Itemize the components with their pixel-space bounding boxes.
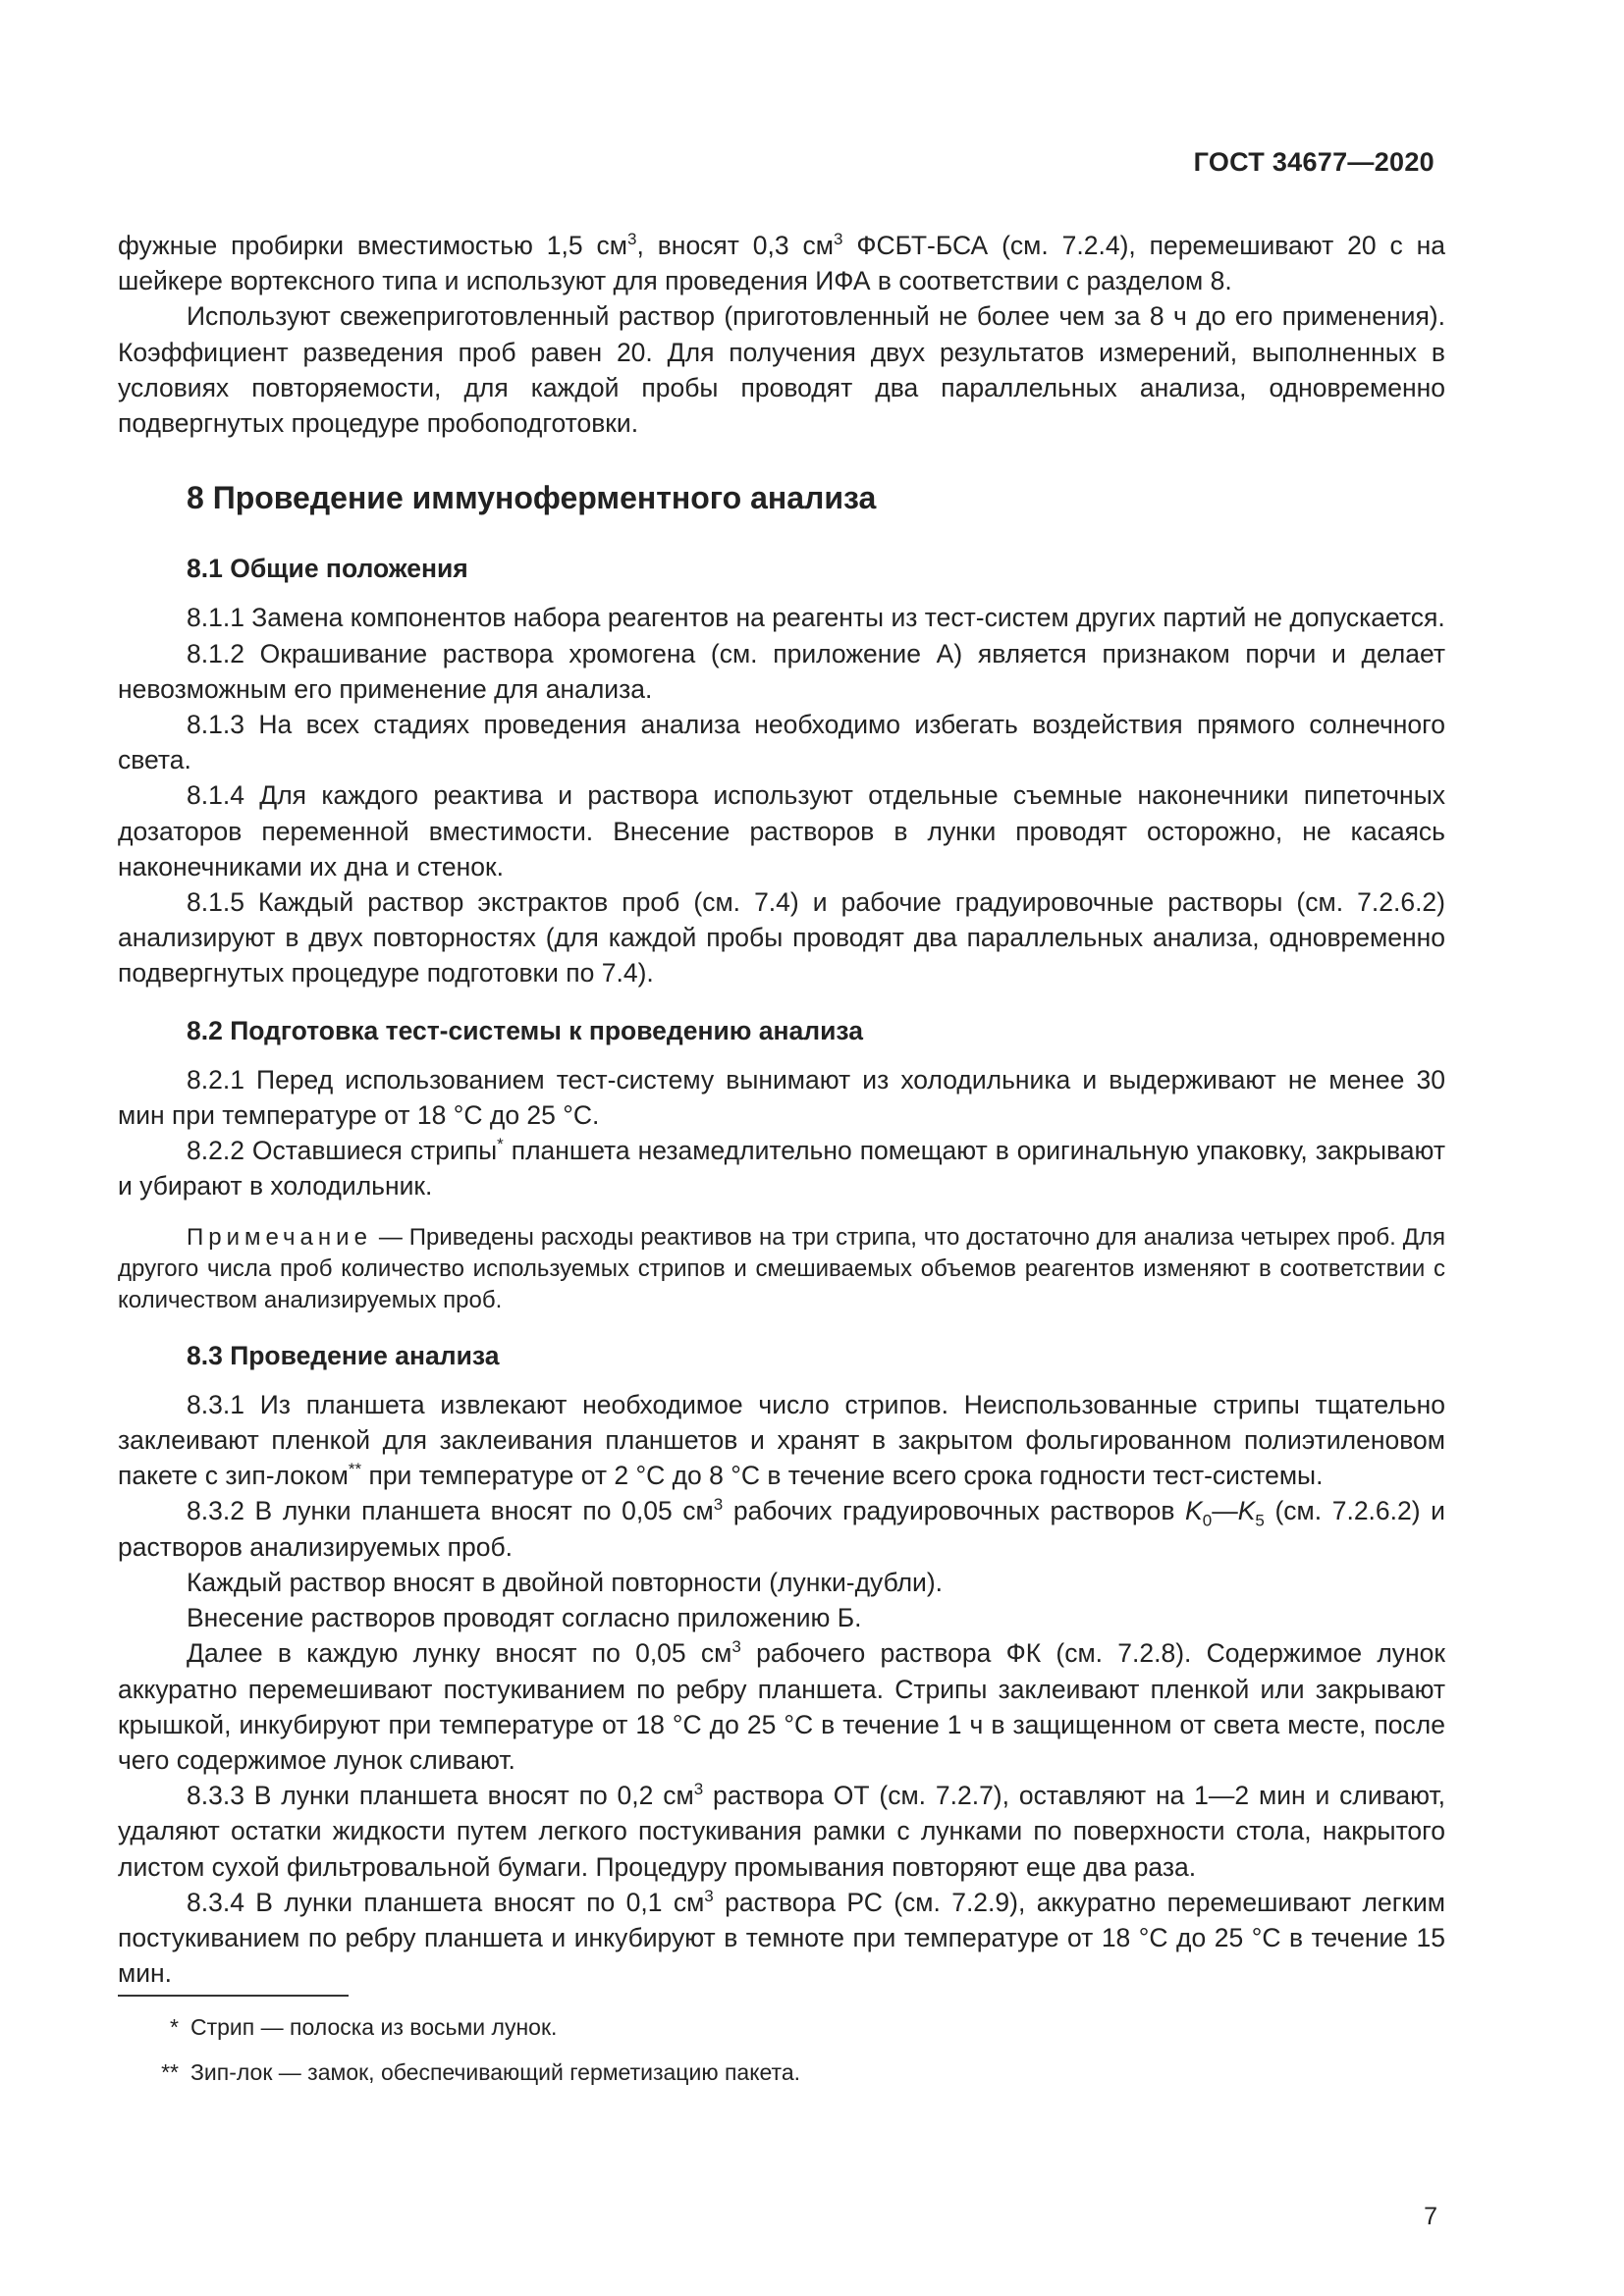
clause-8-3-2: 8.3.2 В лунки планшета вносят по 0,05 $см^3$ рабочих градуировочных растворов $K_0—K_5$ (см. 7.2.6.2) и растворов анализируемых проб. [118, 1495, 1445, 1562]
footnote-mark: ** [161, 2059, 179, 2085]
intro-paragraph-continued: фужные пробирки вместимостью 1,5 $см^3$, вносят 0,3 $см^3$ ФСБТ-БСА (см. 7.2.4), перемешивают 20 с на шейкере вортексного типа и используют для проведения ИФА в соответствии с разделом 8. [118, 230, 1445, 296]
clause-8-2-1: 8.2.1 Перед использованием тест-систему вынимают из холодильника и выдерживают не менее 30 мин при температуре от 18 °С до 25 °С. [118, 1064, 1445, 1131]
section-8-3-heading: 8.3 Проведение анализа [187, 1340, 500, 1370]
page-number: 7 [1424, 2203, 1437, 2230]
footnotes [118, 2004, 1445, 2095]
footnote-ref: * [497, 1135, 504, 1154]
section-8-2-heading: 8.2 Подготовка тест-системы к проведению анализа [187, 1015, 863, 1045]
clause-8-3-1: 8.3.1 Из планшета извлекают необходимое число стрипов. Неиспользованные стрипы тщательно заклеивают пленкой для заклеивания планшетов и хранят в закрытом фольгированном полиэтиленовом пакете с зип-локом** при температуре от 2 °С до 8 °С в течение всего срока годности тест-системы. [118, 1389, 1445, 1491]
section-8-1-heading: 8.1 Общие положения [187, 554, 468, 584]
footnote-item [118, 2004, 1445, 2050]
clause-8-1-3: 8.1.3 На всех стадиях проведения анализа необходимо избегать воздействия прямого солнечного света. [118, 710, 1445, 775]
document-body [118, 228, 1445, 1991]
clause-8-3-2-line-4: Далее в каждую лунку вносят по 0,05 $см^3$ рабочего раствора ФК (см. 7.2.8). Содержимое лунок аккуратно перемешивают постукиванием по ребру планшета. Стрипы заклеивают пленкой или закрывают крышкой, инкубируют при температуре от 18 °С до 25 °С в течение 1 ч в защищенном от света месте, после чего содержимое лунок сливают. [118, 1637, 1446, 1775]
footnote-text: Стрип — полоска из восьми лунок. [190, 2014, 558, 2040]
note-paragraph: Примечание — Приведены расходы реактивов на три стрипа, что достаточно для анализа четырех проб. Для другого числа проб количество используемых стрипов и смешиваемых объемов реагентов изменяют в соответствии с количеством анализируемых проб. [118, 1223, 1445, 1313]
note-label: Примечание [187, 1223, 372, 1251]
footnote-separator [118, 1995, 349, 1997]
clause-8-3-3: 8.3.3 В лунки планшета вносят по 0,2 $см^3$ раствора ОТ (см. 7.2.7), оставляют на 1—2 мин и сливают, удаляют остатки жидкости путем легкого постукивания рамки с лунками по поверхности стола, накрытого листом сухой фильтровальной бумаги. Процедуру промывания повторяют еще два раза. [118, 1780, 1446, 1882]
clause-8-3-2-line-2: Каждый раствор вносят в двойной повторности (лунки-дубли). [187, 1567, 944, 1597]
intro-paragraph-2: Используют свежеприготовленный раствор (приготовленный не более чем за 8 ч до его применения). Коэффициент разведения проб равен 20. Для получения двух результатов измерений, выполненных в условиях повторяемости, для каждой пробы проводят два параллельных анализа, одновременно подвергнутых процедуре пробоподготовки. [118, 301, 1445, 439]
clause-8-1-1: 8.1.1 Замена компонентов набора реагентов на реагенты из тест-систем других партий не допускается. [187, 603, 1445, 633]
footnote-text: Зип-лок — замок, обеспечивающий герметизацию пакета. [190, 2059, 801, 2085]
clause-8-2-2: 8.2.2 Оставшиеся стрипы* планшета незамедлительно помещают в оригинальную упаковку, закрывают и убирают в холодильник. [118, 1135, 1445, 1201]
clause-8-3-4: 8.3.4 В лунки планшета вносят по 0,1 $см^3$ раствора РС (см. 7.2.9), аккуратно перемешивают легким постукиванием по ребру планшета и инкубируют в темноте при температуре от 18 °С до 25 °С в течение 15 мин. [118, 1886, 1445, 1989]
clause-8-1-4: 8.1.4 Для каждого реактива и раствора используют отдельные съемные наконечники пипеточных дозаторов переменной вместимости. Внесение растворов в лунки проводят осторожно, не касаясь наконечниками их дна и стенок. [118, 780, 1445, 881]
footnote-ref: ** [348, 1460, 362, 1479]
clause-8-3-2-line-3: Внесение растворов проводят согласно приложению Б. [187, 1603, 862, 1633]
document-code: ГОСТ 34677—2020 [1193, 147, 1435, 177]
footnote-item [118, 2050, 1445, 2095]
clause-8-1-5: 8.1.5 Каждый раствор экстрактов проб (см. 7.4) и рабочие градуировочные растворы (см. 7.2.6.2) анализируют в двух повторностях (для каждой пробы проводят два параллельных анализа, одновременно подвергнутых процедуре подготовки по 7.4). [118, 887, 1445, 988]
clause-8-1-2: 8.1.2 Окрашивание раствора хромогена (см. приложение А) является признаком порчи и делает невозможным его применение для анализа. [118, 638, 1445, 704]
footnote-mark: * [170, 2014, 179, 2040]
section-8-heading: 8 Проведение иммуноферментного анализа [187, 480, 877, 516]
